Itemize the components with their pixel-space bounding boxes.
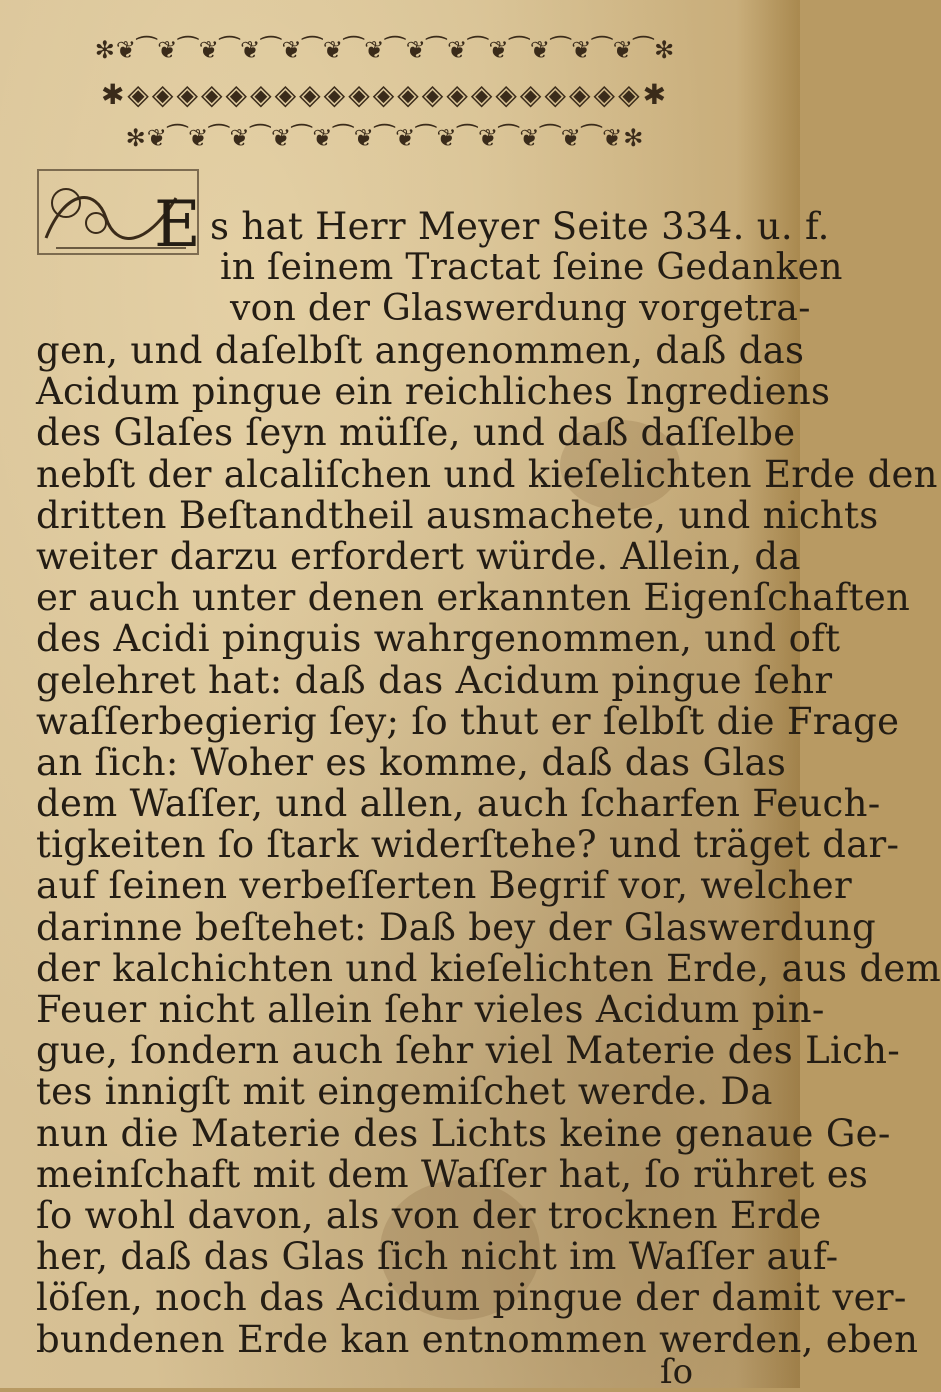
text-line: von der Glaswerdung vorgetra- [230,288,811,329]
text-line: ſo wohl davon, als von der trocknen Erde [36,1193,822,1237]
text-line: dritten Beſtandtheil ausmachete, und nichts [36,493,879,537]
text-line: nun die Materie des Lichts keine genaue Ge- [36,1111,891,1155]
text-line: tes innigſt mit eingemiſchet werde. Da [36,1070,773,1114]
text-line: an ſich: Woher es komme, daß das Glas [36,740,787,784]
text-line: des Glaſes ſeyn müſſe, und daß daſſelbe [36,411,796,455]
text-line: waſſerbegierig ſey; ſo thut er ſelbſt die Frage [36,699,900,743]
text-line: gelehret hat: daß das Acidum pingue ſehr [36,658,833,702]
text-line: des Acidi pinguis wahrgenommen, und oft [36,617,841,661]
ornament-border-top: ✻❦⁀❦⁀❦⁀❦⁀❦⁀❦⁀❦⁀❦⁀❦⁀❦⁀❦⁀❦⁀❦⁀✻ [94,36,676,64]
text-line: gen, und daſelbſt angenommen, daß das [36,329,805,372]
text-line: der kalchichten und kieſelichten Erde, aus dem [36,946,941,990]
text-line: bundenen Erde kan entnommen werden, eben [36,1317,919,1361]
body-text [36,329,941,1361]
text-line: er auch unter denen erkannten Eigenſchaften [36,576,911,620]
text-line: darinne beſtehet: Daß bey der Glaswerdung [36,905,876,949]
text-line: weiter darzu erfordert würde. Allein, da [36,534,801,578]
text-line: nebſt der alcaliſchen und kieſelichten Erde den [36,452,938,496]
text-line: Acidum pingue ein reichliches Ingrediens [36,370,831,414]
catchword: ſo [660,1352,694,1392]
decorated-initial [36,168,226,262]
initial-letter: E [154,188,201,262]
text-line: auf ſeinen verbeſſerten Begrif vor, welcher [36,864,852,908]
ornament-border-bottom: ✻❦⁀❦⁀❦⁀❦⁀❦⁀❦⁀❦⁀❦⁀❦⁀❦⁀❦⁀❦✻ [125,124,645,152]
text-line: dem Waſſer, und allen, auch ſcharfen Feuch- [36,782,881,826]
text-line: meinſchaft mit dem Waſſer hat, ſo rühret es [36,1152,869,1196]
text-line: her, daß das Glas ſich nicht im Waſſer auf- [36,1235,839,1279]
floral-initial-icon [36,168,226,262]
ornament-border-middle: ✱◈◈◈◈◈◈◈◈◈◈◈◈◈◈◈◈◈◈◈◈◈✱ [100,78,670,111]
text-line: gue, ſondern auch ſehr viel Materie des Lich- [36,1029,901,1073]
text-line: s hat Herr Meyer Seite 334. u. f. [210,205,830,248]
text-line: in ſeinem Tractat ſeine Gedanken [220,247,843,288]
text-line: tigkeiten ſo ſtark widerſtehe? und träget dar- [36,823,900,867]
text-line: Feuer nicht allein ſehr vieles Acidum pin- [36,988,825,1031]
text-line: löſen, noch das Acidum pingue der damit ver- [36,1276,907,1320]
